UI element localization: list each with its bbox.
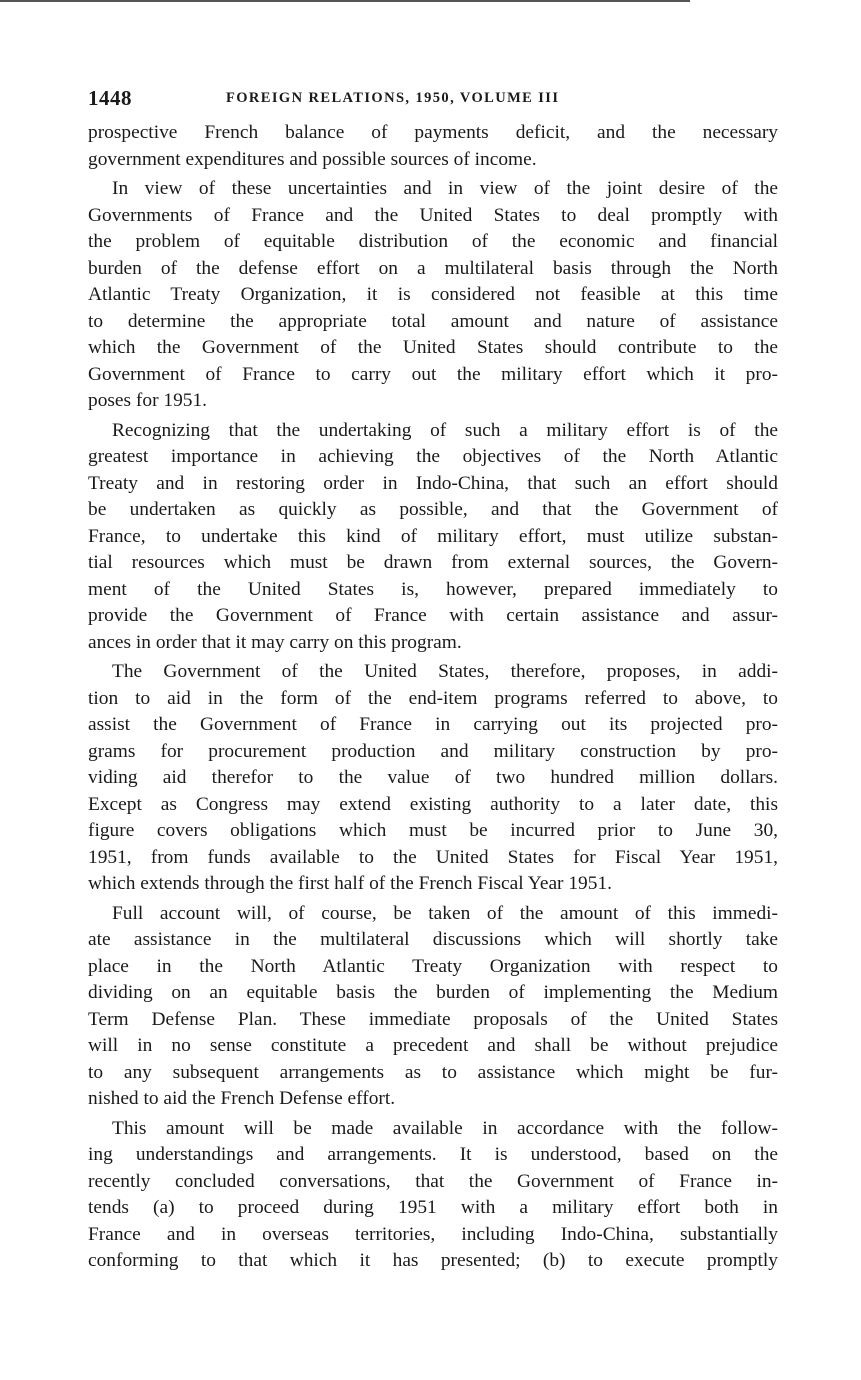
text-line: France, to undertake this kind of military effort, must utilize substan- <box>88 525 778 547</box>
paragraph <box>88 1116 778 1275</box>
paragraph <box>88 176 778 415</box>
text-line: Recognizing that the undertaking of such a military effort is of the <box>112 419 778 441</box>
text-line: ate assistance in the multilateral discussions which will shortly take <box>88 929 778 950</box>
body-text <box>88 120 778 1275</box>
text-line: place in the North Atlantic Treaty Organization with respect to <box>88 955 778 977</box>
page-header <box>88 86 778 120</box>
text-line: government expenditures and possible sources of income. <box>88 148 537 170</box>
text-line: In view of these uncertainties and in view of the joint desire of the <box>112 178 778 199</box>
paragraph <box>88 418 778 657</box>
document-page <box>88 86 778 1278</box>
text-line: ment of the United States is, however, prepared immediately to <box>88 578 778 600</box>
text-line: assist the Government of France in carrying out its projected pro- <box>88 714 778 735</box>
text-line: conforming to that which it has presented; (b) to execute promptly <box>88 1250 778 1271</box>
text-line: ances in order that it may carry on this program. <box>88 631 462 653</box>
text-line: will in no sense constitute a precedent and shall be without prejudice <box>88 1035 778 1056</box>
text-line: Full account will, of course, be taken of the amount of this immedi- <box>112 902 778 924</box>
text-line: greatest importance in achieving the objectives of the North Atlantic <box>88 446 778 467</box>
text-line: Treaty and in restoring order in Indo-China, that such an effort should <box>88 472 778 494</box>
text-line: tends (a) to proceed during 1951 with a military effort both in <box>88 1197 778 1218</box>
text-line: burden of the defense effort on a multilateral basis through the North <box>88 257 778 279</box>
text-line: tial resources which must be drawn from external sources, the Govern- <box>88 552 778 573</box>
top-rule <box>0 0 690 2</box>
text-line: ing understandings and arrangements. It is understood, based on the <box>88 1144 778 1165</box>
text-line: nished to aid the French Defense effort. <box>88 1088 396 1109</box>
text-line: prospective French balance of payments deficit, and the necessary <box>88 122 778 143</box>
text-line: Except as Congress may extend existing authority to a later date, this <box>88 793 778 815</box>
text-line: This amount will be made available in accordance with the follow- <box>112 1117 778 1139</box>
text-line: which the Government of the United States should contribute to the <box>88 337 778 358</box>
text-line: grams for procurement production and military construction by pro- <box>88 740 778 762</box>
text-line: recently concluded conversations, that the Government of France in- <box>88 1170 778 1192</box>
text-line: the problem of equitable distribution of the economic and financial <box>88 231 778 252</box>
text-line: The Government of the United States, therefore, proposes, in addi- <box>112 661 778 682</box>
paragraph <box>88 901 778 1113</box>
text-line: viding aid therefor to the value of two hundred million dollars. <box>88 767 778 788</box>
text-line: dividing on an equitable basis the burden of implementing the Medium <box>88 982 778 1003</box>
text-line: France and in overseas territories, including Indo-China, substantially <box>88 1223 778 1245</box>
text-line: tion to aid in the form of the end-item programs referred to above, to <box>88 687 778 709</box>
text-line: figure covers obligations which must be incurred prior to June 30, <box>88 820 778 841</box>
text-line: Term Defense Plan. These immediate proposals of the United States <box>88 1008 778 1030</box>
text-line: which extends through the first half of the French Fiscal Year 1951. <box>88 873 612 894</box>
text-line: to determine the appropriate total amount and nature of assistance <box>88 310 778 332</box>
text-line: Governments of France and the United States to deal promptly with <box>88 204 778 226</box>
text-line: provide the Government of France with certain assistance and assur- <box>88 605 778 626</box>
text-line: Atlantic Treaty Organization, it is considered not feasible at this time <box>88 284 778 305</box>
running-head: FOREIGN RELATIONS, 1950, VOLUME III <box>226 90 560 106</box>
text-line: poses for 1951. <box>88 390 208 411</box>
paragraph <box>88 120 778 173</box>
paragraph <box>88 659 778 898</box>
text-line: 1951, from funds available to the United States for Fiscal Year 1951, <box>88 846 778 868</box>
text-line: be undertaken as quickly as possible, and that the Government of <box>88 499 778 520</box>
page-number: 1448 <box>88 86 132 110</box>
text-line: to any subsequent arrangements as to assistance which might be fur- <box>88 1061 778 1083</box>
text-line: Government of France to carry out the military effort which it pro- <box>88 363 778 385</box>
